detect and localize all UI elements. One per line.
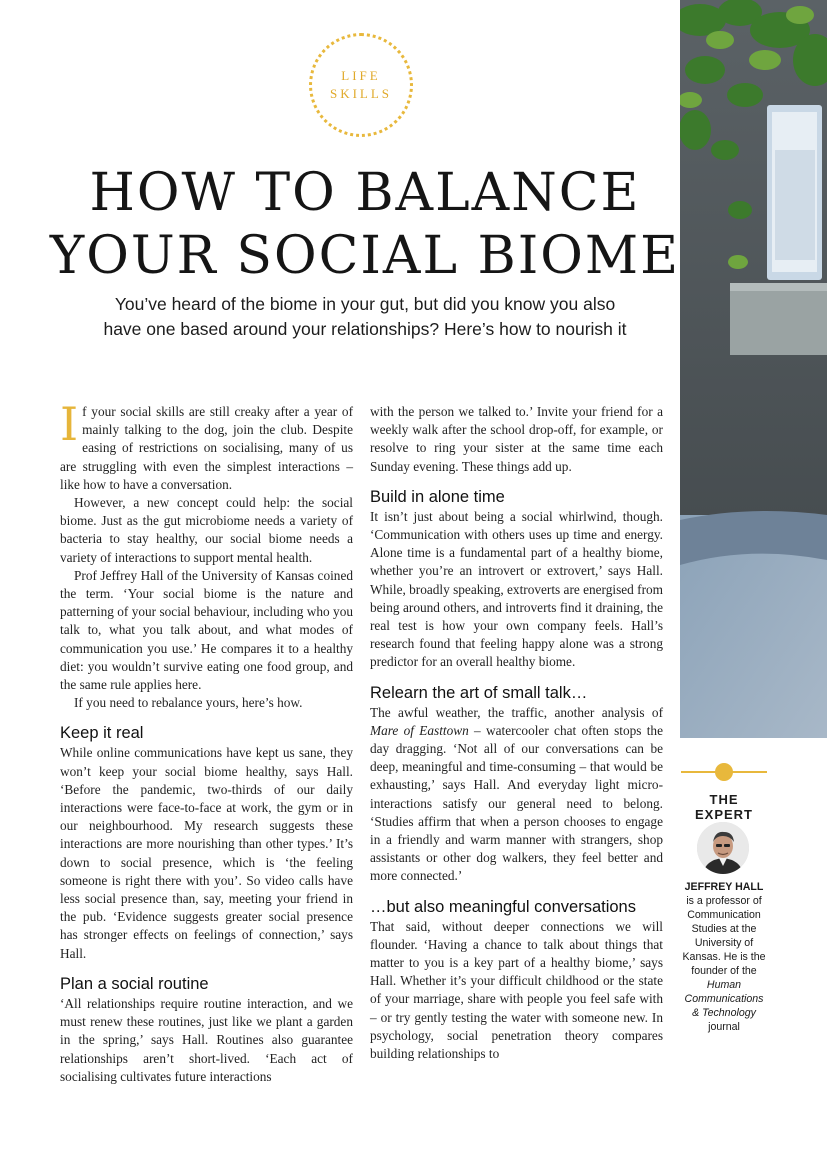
expert-journal: Human Communications & Technology xyxy=(684,979,764,1019)
small-talk-text-b: – watercooler chat often stops the day dragging. ‘Not all of our conversations can be deep, meaningful and time-consuming – that would be exhausting,’ says Hall. And everyday light micro-interactions satisfy our general need to belong. ‘Studies affirm that when a person chooses to engage in a friendly and warm manner with strangers, shop assistants or other dog walkers, they feel better and more connected.’ xyxy=(370,722,663,884)
standfirst-line-1: You’ve heard of the biome in your gut, but did you know you also xyxy=(114,294,616,314)
subhead-social-routine: Plan a social routine xyxy=(60,974,209,993)
body-paragraph: Prof Jeffrey Hall of the University of Kansas coined the term. ‘Your social biome is the nature and patterning of your social behaviour, including who you talk to, what you talk about, and what modes of communication you use.’ He compares it to a healthy diet: you wouldn’t survive eating one food group, and the same rule applies here. xyxy=(60,567,353,693)
standfirst xyxy=(40,292,690,342)
hero-photo xyxy=(680,0,827,738)
intro-paragraph xyxy=(60,397,353,494)
subhead-meaningful: …but also meaningful conversations xyxy=(370,897,636,916)
standfirst-line-2: have one based around your relationships? Here’s how to nourish it xyxy=(103,319,627,339)
body-paragraph: If you need to rebalance yours, here’s how. xyxy=(74,695,303,711)
expert-name: JEFFREY HALL xyxy=(684,881,764,893)
expert-bio-text-a: is a professor of Communication Studies at the University of Kansas. He is the founder of the xyxy=(682,895,766,977)
article-column-right xyxy=(370,403,663,1063)
body-paragraph: However, a new concept could help: the social biome. Just as the gut microbiome needs a variety of bacteria to stay healthy, our social biome needs a variety of interactions to support mental health. xyxy=(60,495,353,565)
expert-label xyxy=(681,792,767,822)
photo-illustration xyxy=(680,0,827,738)
headline-line-2: YOUR SOCIAL BIOME xyxy=(49,226,681,286)
body-paragraph xyxy=(370,704,663,886)
body-paragraph: While online communications have kept us sane, they won’t keep your social biome healthy, says Hall. ‘Before the pandemic, two-thirds of our daily interactions were face-to-face at work, the gym or in our neighbourhood. My research suggests these interactions are more nourishing than other types.’ It’s down to social presence, which is ‘the feeling someone is right there with you’. So video calls have less social presence than, say, meeting your friend in the pub. ‘Evidence suggests greater social presence has stronger effects on feelings of connection,’ says Hall. xyxy=(60,745,353,961)
body-paragraph: That said, without deeper connections we will flounder. ‘Having a chance to talk about things that matter to you is a key part of a healthy biome,’ says Hall. Whether it’s your difficult childhood or the state of your marriage, share with people you feel safe with – or try gently testing the water with someone new. In psychology, social penetration theory compares building relationships to xyxy=(370,918,663,1062)
expert-portrait xyxy=(697,822,749,874)
expert-bio xyxy=(681,880,767,1034)
small-talk-text-a: The awful weather, the traffic, another analysis of xyxy=(370,704,663,720)
expert-divider-dot xyxy=(715,763,733,781)
portrait-illustration xyxy=(697,822,749,874)
expert-label-line-1: THE xyxy=(709,792,739,807)
body-paragraph: ‘All relationships require routine interaction, and we must renew these routines, just like we plant a garden in the spring,’ says Hall. Routines also guarantee relationships aren’t short-lived. ‘Each act of socialising cultivates future interactions xyxy=(60,995,353,1084)
body-paragraph: with the person we talked to.’ Invite your friend for a weekly walk after the school drop-off, for example, or resolve to ring your sister at the same time each Sunday evening. These things add up. xyxy=(370,404,663,474)
expert-label-line-2: EXPERT xyxy=(694,807,753,822)
subhead-small-talk: Relearn the art of small talk… xyxy=(370,683,588,702)
subhead-keep-it-real: Keep it real xyxy=(60,724,144,743)
subhead-alone-time: Build in alone time xyxy=(370,487,505,506)
article-column-left xyxy=(60,397,353,1086)
headline-line-1: HOW TO BALANCE xyxy=(89,163,641,223)
show-title: Mare of Easttown xyxy=(370,722,469,738)
body-paragraph: It isn’t just about being a social whirlwind, though. ‘Communication with others uses up time and energy. Alone time is a fundamental part of a healthy biome, whether you’re an introvert or extrovert,’ says Hall. While, broadly speaking, extroverts are energised from being around others, and introverts find it draining, the real test is how your own company feels. Hall’s research found that feeling happy alone was a strong predictor for an overall healthy biome. xyxy=(370,508,663,670)
intro-text: f your social skills are still creaky after a year of mainly talking to the dog, join the club. Despite easing of restrictions on socialising, many of us are struggling with even the simplest interactions – like how to have a conversation. xyxy=(60,404,353,492)
drop-cap: I xyxy=(60,397,79,451)
section-badge xyxy=(309,33,413,137)
badge-line-2: SKILLS xyxy=(329,86,393,101)
expert-bio-text-b: journal xyxy=(708,1021,740,1033)
badge-line-1: LIFE xyxy=(341,68,381,83)
